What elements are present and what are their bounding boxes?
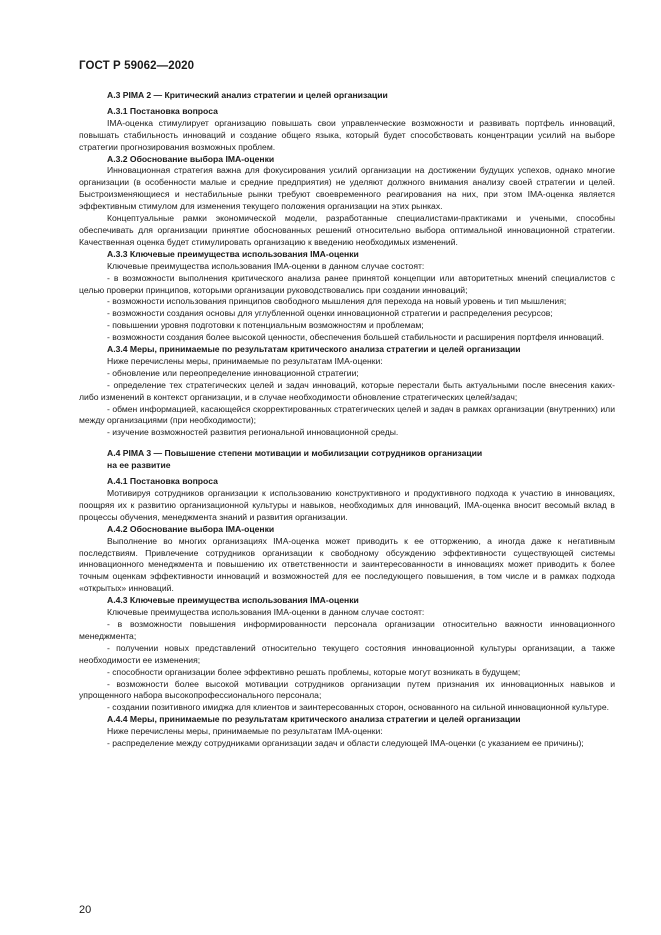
body-paragraph: Мотивируя сотрудников организации к использованию конструктивного и продуктивного подхода к участию в инновациях, поощряя их к развитию организационной культуры и навыков, необходимых для инноваций, IMA-оценка вносит весомый вклад в процессы обучения, менеджмента знаний и развития организации. bbox=[79, 488, 615, 522]
list-item: - возможности создания более высокой ценности, обеспечения большей стабильности и расширения портфеля инноваций. bbox=[107, 332, 605, 343]
document-body bbox=[79, 90, 615, 750]
list-item: - обновление или переопределение инновационной стратегии; bbox=[107, 367, 359, 378]
subsection-heading: A.3.3 Ключевые преимущества использования IMA-оценки bbox=[107, 248, 359, 259]
list-item: - изучение возможностей развития региональной инновационной среды. bbox=[107, 427, 399, 438]
page-number: 20 bbox=[79, 904, 92, 916]
subsection-heading: A.4.2 Обоснование выбора IMA-оценки bbox=[107, 523, 275, 534]
body-paragraph: Инновационная стратегия важна для фокусирования усилий организации на достижении будущих успехов, однако многие организации (в особенности малые и средние предприятия) не уделяют должного внимания анализу своей стратегии и целей. Быстроизменяющиеся и нестабильные рынки требуют своевременного реагирования на них, при этом IMA-оценка является эффективным стимулом для изменения текущего положения организации на этих рынках. bbox=[79, 165, 615, 212]
body-paragraph: Концептуальные рамки экономической модели, разработанные специалистами-практиками и учеными, способны обеспечивать для организации принятие обоснованных решений относительно выбора оптимальной инновационной стратегии. Качественная оценка будет стимулировать организацию к введению необходимых изменений. bbox=[79, 213, 615, 247]
list-item: - создании позитивного имиджа для клиентов и заинтересованных сторон, основанного на сильной инновационной культуре. bbox=[107, 702, 609, 713]
list-item: - возможности более высокой мотивации сотрудников организации путем признания их инновационных навыков и упрощенного набора высокопрофессионального персонала; bbox=[79, 678, 615, 701]
list-item: - возможности использования принципов свободного мышления для перехода на новый уровень и тип мышления; bbox=[107, 296, 567, 307]
list-item: - в возможности выполнения критического анализа ранее принятой концепции или авторитетных мнений специалистов с целью проверки принципов, которыми организации руководствовались при создании инноваций; bbox=[79, 272, 615, 295]
body-paragraph: Ниже перечислены меры, принимаемые по результатам IMA-оценки: bbox=[107, 726, 383, 737]
list-item: - обмен информацией, касающейся скорректированных стратегических целей и задач в рамках организации (внутренних) или между организациями (при необходимости); bbox=[79, 403, 615, 426]
list-item: - повышении уровня подготовки к потенциальным возможностям и проблемам; bbox=[107, 320, 424, 331]
list-item: - определение тех стратегических целей и задач инноваций, которые перестали быть актуальными после внесения каких-либо изменений в контекст организации, и в случае необходимости обновление стратегических целей/задач; bbox=[79, 379, 615, 402]
section-heading: A.3 PIMA 2 — Критический анализ стратегии и целей организации bbox=[107, 90, 388, 100]
body-paragraph: Ключевые преимущества использования IMA-оценки в данном случае состоят: bbox=[107, 260, 425, 271]
document-header: ГОСТ Р 59062—2020 bbox=[79, 60, 195, 72]
body-paragraph: Ключевые преимущества использования IMA-оценки в данном случае состоят: bbox=[107, 607, 425, 618]
body-paragraph: IMA-оценка стимулирует организацию повышать свои управленческие возможности и развивать портфель инноваций, повышать стабильность инноваций и создание общего языка, который будет способствовать концентрации усилий на выборе стратегии прогнозирования возможных проблем. bbox=[79, 117, 615, 152]
subsection-heading: A.3.1 Постановка вопроса bbox=[107, 105, 218, 116]
subsection-heading: A.3.4 Меры, принимаемые по результатам критического анализа стратегии и целей организации bbox=[107, 344, 521, 355]
subsection-heading: A.4.1 Постановка вопроса bbox=[107, 476, 218, 487]
subsection-heading: A.4.4 Меры, принимаемые по результатам критического анализа стратегии и целей организации bbox=[107, 714, 521, 725]
section-heading-continuation: на ее развитие bbox=[107, 460, 171, 471]
section-heading: A.4 PIMA 3 — Повышение степени мотивации и мобилизации сотрудников организации bbox=[107, 448, 483, 459]
list-item: - в возможности повышения информированности персонала организации относительно важности инновационного менеджмента; bbox=[79, 618, 615, 641]
list-item: - распределение между сотрудниками организации задач и области следующей IMA-оценки (с указанием ее причины); bbox=[107, 738, 584, 749]
list-item: - получении новых представлений относительно текущего состояния инновационной культуры организации, а также необходимости ее изменения; bbox=[79, 642, 615, 665]
subsection-heading: A.4.3 Ключевые преимущества использования IMA-оценки bbox=[107, 595, 359, 606]
list-item: - возможности создания основы для углубленной оценки инновационной стратегии и распределения ресурсов; bbox=[107, 308, 553, 319]
subsection-heading: A.3.2 Обоснование выбора IMA-оценки bbox=[107, 153, 275, 164]
list-item: - способности организации более эффективно решать проблемы, которые могут возникать в будущем; bbox=[107, 666, 521, 677]
body-paragraph: Выполнение во многих организациях IMA-оценка может приводить к ее отторжению, а иногда даже к негативным последствиям. Привлечение сотрудников организации к свободному обсуждению эффективности существующей системы инновационного менеджмента и повышению их ответственности и заинтересованности в инновациях может приводить к более точным оценкам эффективности инноваций и возможностей для ее последующего повышения, в том числе и в рамках подхода «открытых» инноваций. bbox=[79, 535, 615, 594]
body-paragraph: Ниже перечислены меры, принимаемые по результатам IMA-оценки: bbox=[107, 355, 383, 366]
